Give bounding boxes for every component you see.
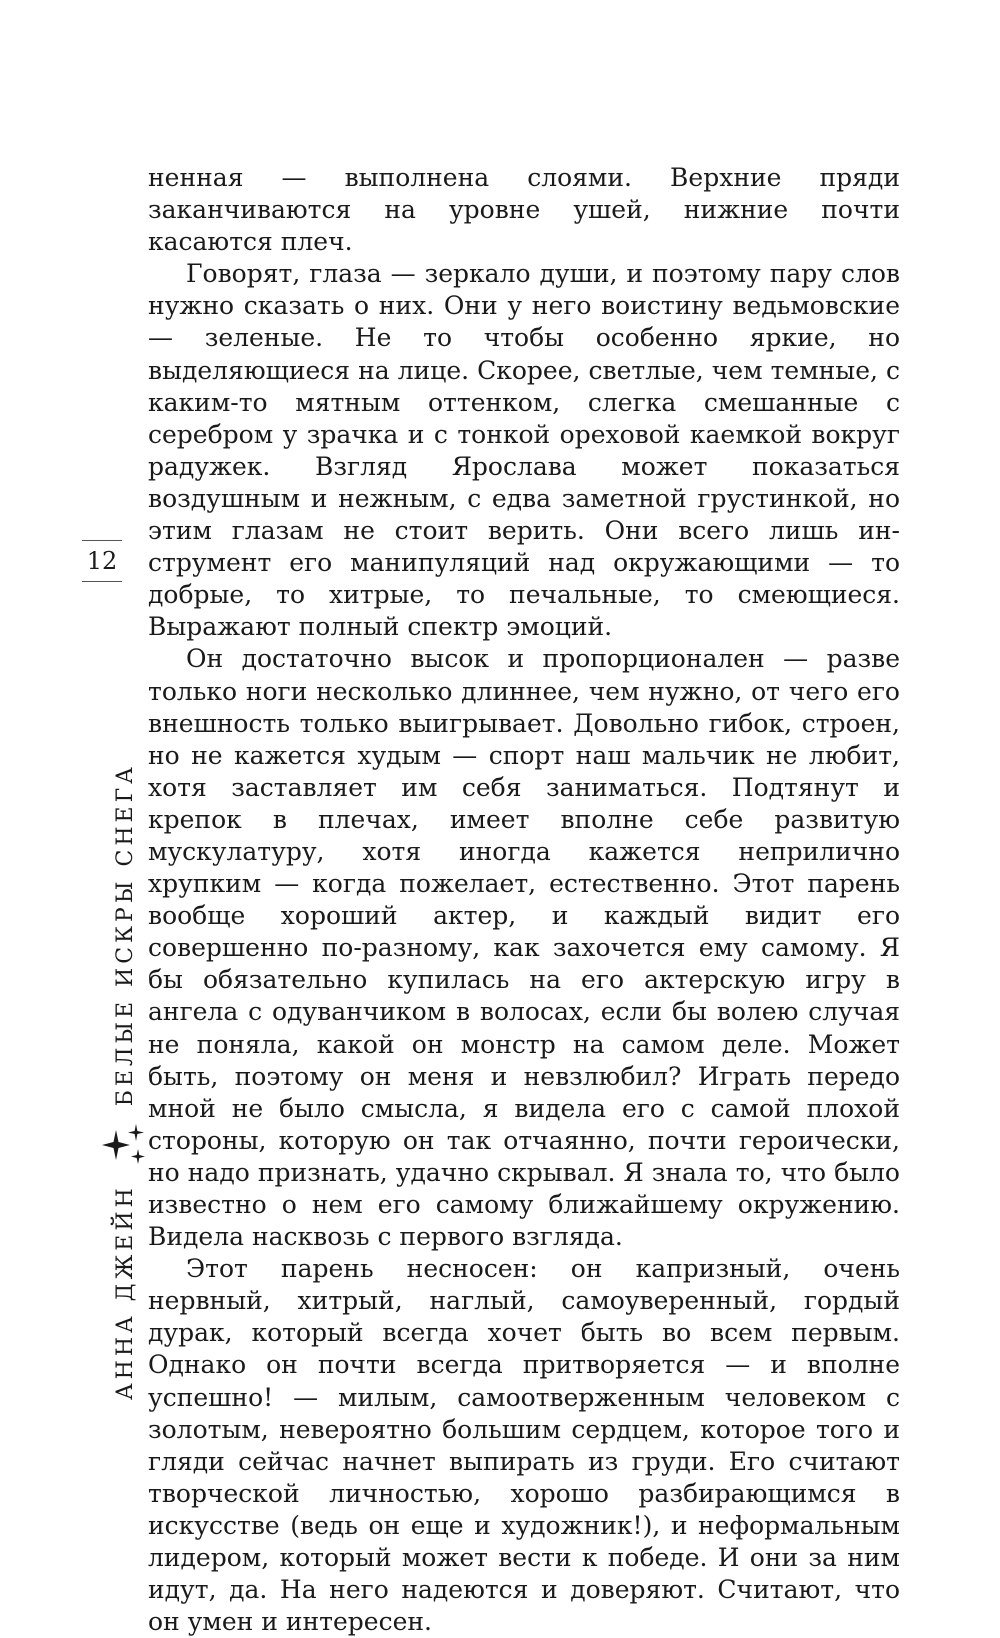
running-title <box>102 763 148 1400</box>
paragraph: ненная — выполнена слоями. Верхние пряди заканчиваются на уровне ушей, нижние почти касаются плеч. <box>148 163 900 257</box>
stars-ornament-icon <box>100 1122 150 1168</box>
paragraph: Этот парень несносен: он капризный, очень нервный, хитрый, наглый, самоуверенный, гордый дурак, который всегда хочет быть во всем первым. Однако он почти всегда притворяется — и вполне успешно! — милым, самоотверженным человеком с золотым, невероятно большим сердцем, которое того и гляди сейчас начнет выпирать из груди. Его считают творческой личностью, хорошо разбирающимся в искусстве (ведь он еще и художник!), и неформальным лидером, который может вести к победе. И они за ним идут, да. На него надеются и доверяют. Считают, что он умен и интересен. <box>148 1254 900 1637</box>
paragraph: Он достаточно высок и пропорционален — разве только ноги несколько длиннее, чем нужно, от чего его внешность только выигрывает. Довольно гибок, строен, но не кажется худым — спорт наш мальчик не любит, хотя заставляет им себя заниматься. Подтянут и крепок в плечах, имеет вполне себе развитую мускулатуру, хотя иногда кажется неприлично хрупким — когда пожелает, естественно. Этот парень вообще хороший актер, и каждый видит его совершенно по-разному, как захочется ему самому. Я бы обязательно купилась на его актерскую игру в ангела с одуванчиком в волосах, если бы волею случая не поняла, какой он монстр на самом деле. Может быть, поэтому он меня и невзлюбил? Играть передо мной не было смысла, я видела его с самой плохой стороны, которую он так отчаянно, почти героически, но надо признать, удачно скрывал. Я знала то, что было известно о нем его самому ближайшему окружению. Видела насквозь с первого взгляда. <box>148 644 900 1252</box>
body-text <box>148 162 900 1638</box>
paragraph: Говорят, глаза — зеркало души, и поэтому пару слов нужно сказать о них. Они у него воистину ведьмовские — зеленые. Не то чтобы особенно яркие, но выделяющиеся на лице. Скорее, светлые, чем темные, с каким-то мятным оттенком, слегка смешанные с серебром у зрачка и с тонкой ореховой каемкой вокруг радужек. Взгляд Ярослава может показаться воздушным и нежным, с едва заметной грустинкой, но этим глазам не стоит верить. Они всего лишь инструмент его манипуляций над окружающими — то добрые, то хитрые, то печальные, то смеющиеся. Выражают полный спектр эмоций. <box>148 259 900 642</box>
page-number: 12 <box>82 540 122 582</box>
book-title: БЕЛЫЕ ИСКРЫ СНЕГА <box>112 763 138 1107</box>
author-name: АННА ДЖЕЙН <box>112 1184 138 1400</box>
